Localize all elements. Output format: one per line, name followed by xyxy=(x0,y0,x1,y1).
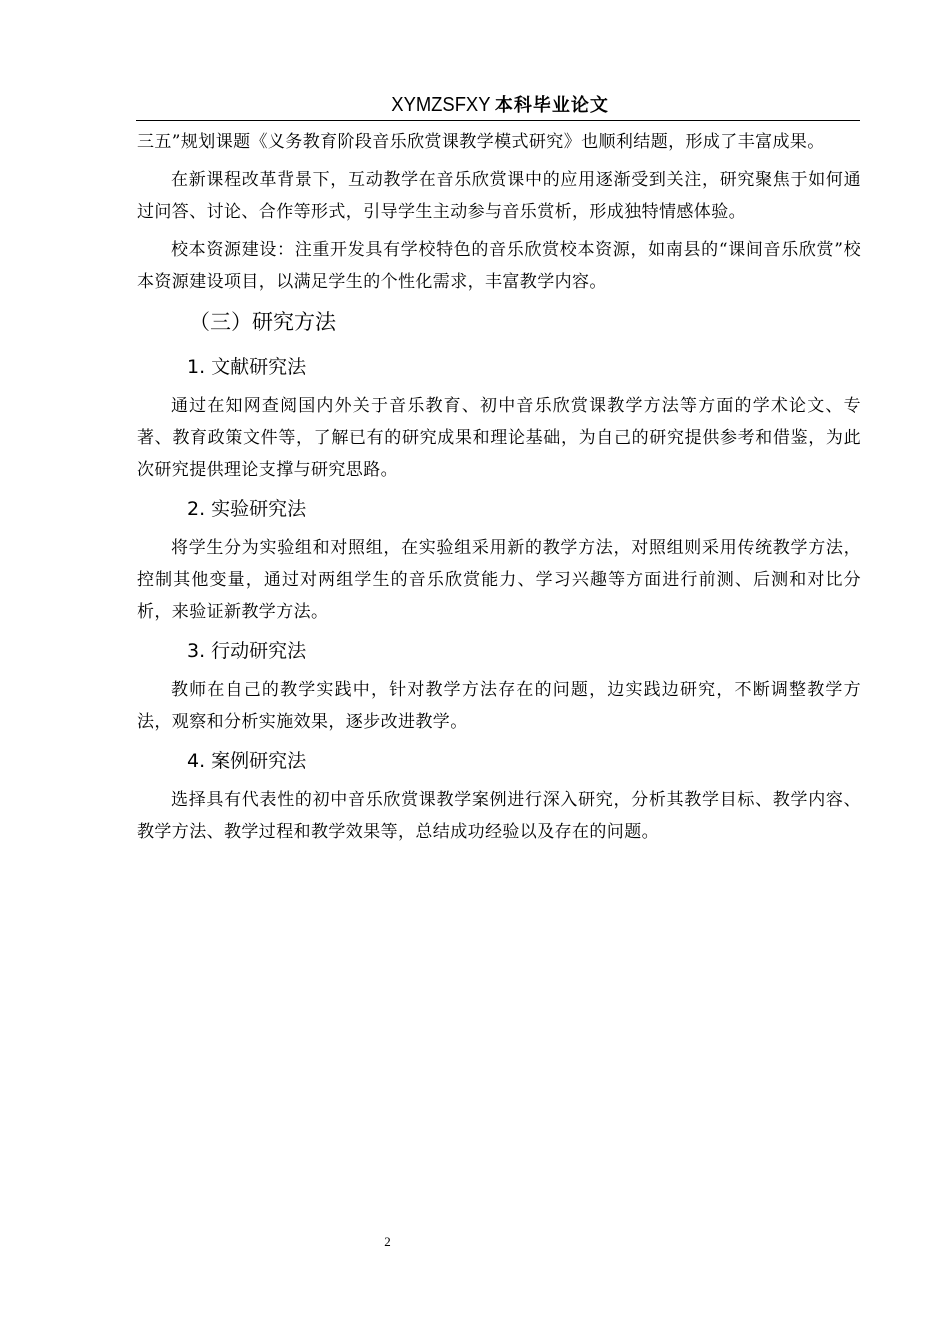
paragraph-school-resources: 校本资源建设：注重开发具有学校特色的音乐欣赏校本资源，如南县的“课间音乐欣赏”校本资源建设项目，以满足学生的个性化需求，丰富教学内容。 xyxy=(137,240,861,292)
method-heading-literature: 1. 文献研究法 xyxy=(187,356,307,378)
page-number: 2 xyxy=(384,1234,391,1249)
header-title: 本科毕业论文 xyxy=(494,95,609,116)
method-heading-action: 3. 行动研究法 xyxy=(187,640,307,662)
method-text-case: 选择具有代表性的初中音乐欣赏课教学案例进行深入研究，分析其教学目标、教学内容、教学方法、教学过程和教学效果等，总结成功经验以及存在的问题。 xyxy=(137,790,861,842)
method-text-action: 教师在自己的教学实践中，针对教学方法存在的问题，边实践边研究，不断调整教学方法，观察和分析实施效果，逐步改进教学。 xyxy=(137,680,861,732)
section-heading: （三）研究方法 xyxy=(189,310,336,334)
page-header xyxy=(136,92,860,121)
method-heading-experiment: 2. 实验研究法 xyxy=(187,498,307,520)
method-text-experiment: 将学生分为实验组和对照组，在实验组采用新的教学方法，对照组则采用传统教学方法，控制其他变量，通过对两组学生的音乐欣赏能力、学习兴趣等方面进行前测、后测和对比分析，来验证新教学方法。 xyxy=(137,538,861,622)
method-text-literature: 通过在知网查阅国内外关于音乐教育、初中音乐欣赏课教学方法等方面的学术论文、专著、教育政策文件等，了解已有的研究成果和理论基础，为自己的研究提供参考和借鉴，为此次研究提供理论支撑与研究思路。 xyxy=(137,396,861,480)
method-heading-case: 4. 案例研究法 xyxy=(187,750,307,772)
document-body xyxy=(137,126,861,854)
paragraph-continuation: 三五”规划课题《义务教育阶段音乐欣赏课教学模式研究》也顺利结题，形成了丰富成果。 xyxy=(137,132,825,152)
paragraph-interactive-teaching: 在新课程改革背景下，互动教学在音乐欣赏课中的应用逐渐受到关注，研究聚焦于如何通过问答、讨论、合作等形式，引导学生主动参与音乐赏析，形成独特情感体验。 xyxy=(137,170,861,222)
header-code: XYMZSFXY xyxy=(391,94,491,116)
